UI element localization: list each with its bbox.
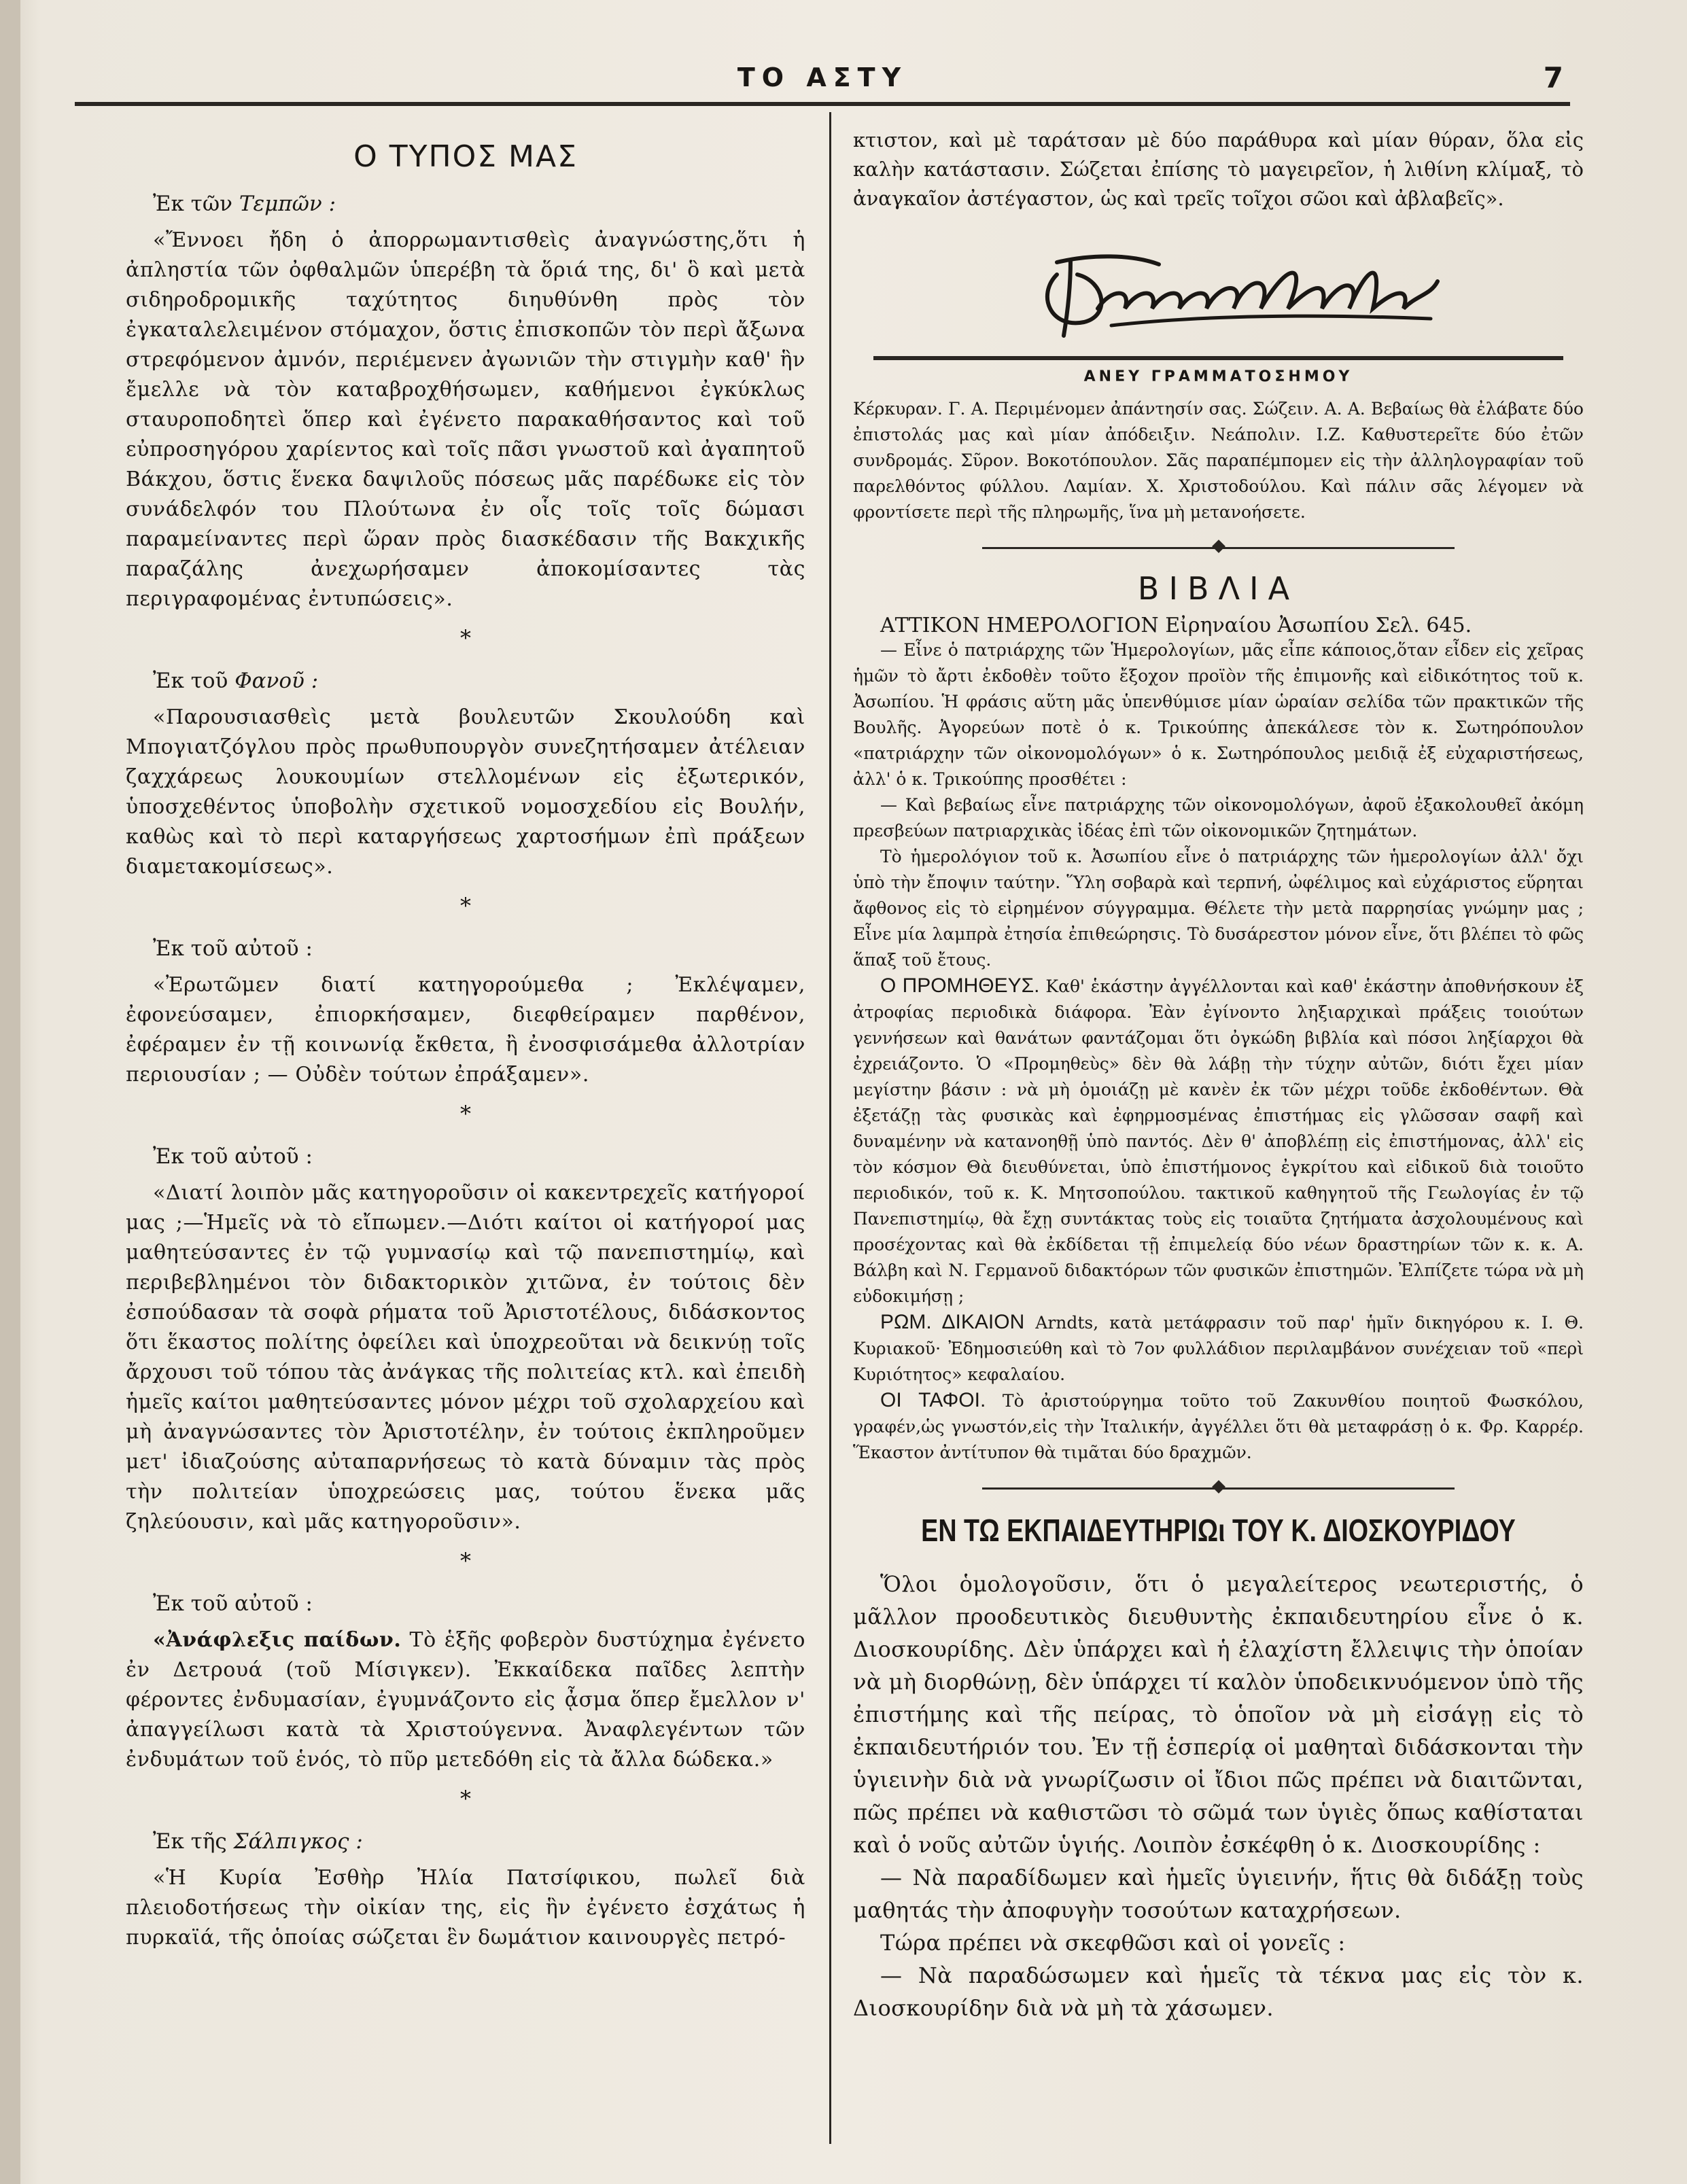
book-heading: ΑΤΤΙΚΟΝ ΗΜΕΡΟΛΟΓΙΟΝ Εἰρηναίου Ἀσωπίου Σελ. 645.	[880, 614, 1472, 637]
star-separator: *	[460, 1101, 471, 1127]
page-number: 7	[1543, 61, 1563, 94]
press-quote: «Ἀνάφλεξις παίδων. Τὸ ἑξῆς φοβερὸν δυστύχημα ἐγένετο ἐν Δετρουά (τοῦ Μίσιγκεν). Ἐκκαίδεκα παῖδες λεπτὴν φέροντες ἐνδυμασίαν, ἐγυμνάζοντο εἰς ᾆσμα ὅπερ ἔμελλον ν' ἀπαγγείλωσι κατὰ τὰ Χριστούγεννα. Ἀναφλεγέντων τῶν ἐνδυμάτων τοῦ ἑνός, τὸ πῦρ μετεδόθη εἰς τὰ ἄλλα δώδεκα.»	[126, 1628, 805, 1772]
book-review-paragraph: Τὸ ἡμερολόγιον τοῦ κ. Ἀσωπίου εἶνε ὁ πατριάρχης τῶν ἡμερολογίων ἀλλ' ὄχι ὑπὸ τὴν ἔποψιν ταύτην. Ὕλη σοβαρὰ καὶ τερπνή, ὠφέλιμος καὶ εὐχάριστος εὕρηται ἄφθονος εἰς τὸ εἰρημένον σύγγραμμα. Θέλετε τὴν μετὰ παρρησίας γνώμην μας ; Εἶνε μία λαμπρὰ ἐτησία ἐπιθεώρησις. Τὸ δυσάρεστον μόνον εἶνε, ὅτι βλέπει τὸ φῶς ἅπαξ τοῦ ἔτους.	[853, 847, 1584, 970]
book-review-paragraph: — Εἶνε ὁ πατριάρχης τῶν Ἡμερολογίων, μᾶς εἶπε κάποιος,ὅταν εἶδεν εἰς χεῖρας ἡμῶν τὸ ἄρτι ἐκδοθὲν τοῦτο ἔξοχον προϊὸν τῆς ἐπιμονῆς καὶ εἰδικότητος τοῦ κ. Ἀσωπίου. Ἡ φράσις αὕτη μᾶς ὑπενθύμισε μίαν ὡραίαν σελίδα τῶν πρακτικῶν τῆς Βουλῆς. Ἀγορεύων ποτὲ ὁ κ. Τρικούπης ἀπεκάλεσε τὸν κ. Σωτηρόπουλον «πατριάρχην τῶν οἰκονομολόγων» ὁ κ. Σωτηρόπουλος μειδιᾷ ἐξ εὐχαριστήσεως, ἀλλ' ὁ κ. Τρικούπης προσθέτει :	[853, 640, 1584, 789]
source-line: Ἐκ τοῦ αὐτοῦ :	[153, 1144, 313, 1169]
notices-heading: ΑΝΕΥ ΓΡΑΜΜΑΤΟΣΗΜΟΥ	[1083, 368, 1353, 385]
source-line: Ἐκ τοῦ Φανοῦ :	[153, 669, 319, 693]
press-quote: «Ἡ Κυρία Ἐσθὴρ Ἠλία Πατσίφικου, πωλεῖ διὰ πλειοδοτήσεως τὴν οἰκίαν της, εἰς ἣν ἐγένετο ἐσχάτως ἡ πυρκαϊά, τῆς ὁποίας σώζεται ἓν δωμάτιον καινουργὲς πετρό-	[126, 1866, 805, 1950]
continued-text: κτιστον, καὶ μὲ ταράτσαν μὲ δύο παράθυρα καὶ μίαν θύραν, ὅλα εἰς καλὴν κατάστασιν. Σώζεται ἐπίσης τὸ μαγειρεῖον, ἡ λιθίνη κλίμαξ, τὸ ἀναγκαῖον ἀστέγαστον, ὡς καὶ τρεῖς τοῖχοι σῶοι καὶ ἀβλαβεῖς».	[853, 128, 1584, 210]
press-quote: «Ἔννοει ἤδη ὁ ἀπορρωμαντισθεὶς ἀναγνώστης,ὅτι ἡ ἀπληστία τῶν ὀφθαλμῶν ὑπερέβη τὰ ὅριά της, δι' ὃ καὶ μετὰ σιδηροδρομικῆς ταχύτητος διηυθύνθη πρὸς τὸν ἐγκαταλελειμένον στόμαχον, ὅστις ἐπισκοπῶν τὸν περὶ ἄξωνα στρεφόμενον ἀμνόν, περιέμενεν ἀγωνιῶν τὴν στιγμὴν καθ' ἣν ἔμελλε νὰ τὸν καταβροχθήσωμεν, καθήμενοι ἐγκύκλως σταυροποδητεὶ ὅπερ καὶ ἐγένετο παρακαθήσαντος καὶ τοῦ εὐπροσηγόρου χαρίεντος καὶ τοῖς πᾶσι γνωστοῦ καὶ ἀγαπητοῦ Βάκχου, ὅστις ἕνεκα δαψιλοῦς πόσεως μᾶς παρέδωκε εἰς τὸν συνάδελφόν του Πλούτωνα ἐν οἷς τοῖς τοῖς δώμασι παραμείναντες περὶ ὥραν πρὸς διασκέδασιν τῆς Βακχικῆς παραζάλης ἀνεχωρήσαμεν ἀποκομίσαντες τὰς περιγραφομένας ἐντυπώσεις».	[126, 228, 805, 611]
column-divider	[829, 112, 831, 2144]
story-paragraph: — Νὰ παραδώσωμεν καὶ ἡμεῖς τὰ τέκνα μας εἰς τὸν κ. Διοσκουρίδην διὰ νὰ μὴ τὰ χάσωμεν.	[853, 1962, 1584, 2021]
source-line: Ἐκ τοῦ αὐτοῦ :	[153, 936, 313, 961]
press-quote: «Παρουσιασθεὶς μετὰ βουλευτῶν Σκουλούδη καὶ Μπογιατζόγλου πρὸς πρωθυπουργὸν συνεζητήσαμεν ἀτέλειαν ζαχχάρεως λουκουμίων στελλομένων εἰς ἐξωτερικόν, ὑποσχεθέντος ὑποβολὴν σχετικοῦ νομοσχεδίου εἰς Βουλήν, καθὼς καὶ τὸ περὶ καταργήσεως χαρτοσήμων ἐπὶ πράξεων διαμετακομίσεως».	[126, 705, 805, 879]
signature-block	[853, 227, 1584, 356]
page-header	[75, 54, 1570, 102]
ornament-separator	[853, 538, 1584, 558]
story-paragraph: Τώρα πρέπει νὰ σκεφθῶσι καὶ οἱ γονεῖς :	[880, 1930, 1346, 1956]
right-column	[853, 126, 1584, 2024]
header-rule	[75, 102, 1570, 106]
star-separator: *	[460, 1548, 471, 1574]
quote-lead: «Ἀνάφλεξις παίδων.	[153, 1628, 402, 1652]
star-separator: *	[460, 1786, 471, 1812]
story-paragraph: Ὅλοι ὁμολογοῦσιν, ὅτι ὁ μεγαλείτερος νεωτεριστής, ὁ μᾶλλον προοδευτικὸς διευθυντὴς ἐκπαιδευτηρίου εἶνε ὁ κ. Διοσκουρίδης. Δὲν ὑπάρχει καὶ ἡ ἐλαχίστη ἔλλειψις τὴν ὁποίαν νὰ μὴ διορθώνῃ, δὲν ὑπάρχει τί καλὸν ὑποδεικνυόμενον ὑπὸ τῆς ἐπιστήμης καὶ τῆς πείρας, τὸ ὁποῖον νὰ μὴ εἰσάγῃ εἰς τὸ ἐκπαιδευτήριόν του. Ἐν τῇ ἑσπερίᾳ οἱ μαθηταὶ διδάσκονται τὴν ὑγιεινὴν διὰ νὰ γνωρίζωσιν οἱ ἴδιοι πῶς πρέπει νὰ διαιτῶνται, πῶς πρέπει νὰ καθιστῶσι τὸ σῶμά των ὑγιὲς ὅπως καθίσταται καὶ ὁ νοῦς αὐτῶν ὑγιής. Λοιπὸν ἐσκέφθη ὁ κ. Διοσκουρίδης :	[853, 1571, 1584, 1858]
star-separator: *	[460, 893, 471, 919]
press-quote: «Διατί λοιπὸν μᾶς κατηγοροῦσιν οἱ κακεντρεχεῖς κατήγοροί μας ;—Ἡμεῖς νὰ τὸ εἴπωμεν.—Διότι καίτοι οἱ κατήγοροί μας μαθητεύσαντες ἐν τῷ γυμνασίῳ καὶ τῷ πανεπιστημίῳ, καὶ περιβεβλημένοι τὸν διδακτορικὸν χιτῶνα, ἐν τούτοις δὲν ἐσπούδασαν τὰ σοφὰ ρήματα τοῦ Ἀριστοτέλους, διδάσκοντος ὅτι ἕκαστος πολίτης ὀφείλει καὶ ὑποχρεοῦται νὰ δεικνύῃ τοῖς ἄρχουσι τοῦ τόπου τὰς ἀνάγκας τῆς πολιτείας κτλ. καὶ ἐπειδὴ ἡμεῖς καίτοι μαθητεύσαντες μόνον μέχρι τοῦ σχολαρχείου καὶ μὴ ἀναγνώσαντες τὸν Ἀριστοτέλην, ἐν τούτοις ἐκπληροῦμεν μετ' ἰδιαζούσης αὐταπαρνήσεως τὸ κατὰ δύναμιν τὰς πρὸς τὴν πολιτείαν ὑποχρεώσεις μας, τούτου ἕνεκα μᾶς ζηλεύουσιν, καὶ μᾶς κατηγοροῦσιν».	[126, 1181, 805, 1534]
source-line: Ἐκ τοῦ αὐτοῦ :	[153, 1591, 313, 1616]
star-separator: *	[460, 625, 471, 651]
ornament-separator	[853, 1478, 1584, 1498]
press-quote: «Ἐρωτῶμεν διατί κατηγορούμεθα ; Ἐκλέψαμεν, ἐφονεύσαμεν, ἐπιορκήσαμεν, διεφθείραμεν παρθένον, ἐφέραμεν ἐν τῇ κοινωνίᾳ ἔκθετα, ἢ ἐνοσφισάμεθα ἀλλοτρίαν περιουσίαν ; — Οὐδὲν τούτων ἐπράξαμεν».	[126, 973, 805, 1087]
binding-edge	[0, 0, 20, 2184]
signature-rule	[873, 356, 1563, 360]
section-title-press: Ο ΤΥΠΟΣ ΜΑΣ	[353, 139, 578, 174]
correspondence-notices: Κέρκυραν. Γ. Α. Περιμένομεν ἀπάντησίν σας. Σώζειν. Α. Α. Βεβαίως θὰ ἐλάβατε δύο ἐπιστολάς μας καὶ μίαν ἀπόδειξιν. Νεάπολιν. Ι.Ζ. Καθυστερεῖτε δύο ἐτῶν συνδρομάς. Σῦρον. Βοκοτόπουλον. Σᾶς παραπέμπομεν εἰς τὴν ἀλληλογραφίαν τοῦ παρελθόντος φύλλου. Λαμίαν. Χ. Χριστοδούλου. Καὶ πάλιν σᾶς λέγομεν νὰ φροντίσετε περὶ τῆς πληρωμῆς, ἵνα μὴ μετανοήσετε.	[853, 399, 1584, 522]
book-review-paragraph: ΟΙ ΤΑΦΟΙ. Τὸ ἀριστούργημα τοῦτο τοῦ Ζακυνθίου ποιητοῦ Φωσκόλου, γραφέν,ὡς γνωστόν,εἰς τὴν Ἰταλικήν, ἀγγέλλει ὅτι θὰ μεταφράσῃ ὁ κ. Φρ. Καρρέρ. Ἕκαστον ἀντίτυπον θὰ τιμᾶται δύο δραχμῶν.	[853, 1389, 1584, 1462]
source-line: Ἐκ τῆς Σάλπιγκος :	[153, 1829, 363, 1854]
story-title: ΕΝ ΤΩ ΕΚΠΑΙΔΕΥΤΗΡΙΩι ΤΟΥ Κ. ΔΙΟΣΚΟΥΡΙΔΟΥ	[921, 1513, 1516, 1548]
source-line: Ἐκ τῶν Τεμπῶν :	[153, 192, 336, 216]
story-paragraph: — Νὰ παραδίδωμεν καὶ ἡμεῖς ὑγιεινήν, ἥτις θὰ διδάξῃ τοὺς μαθητάς τὴν ἀποφυγὴν τοσούτων καταχρήσεων.	[853, 1865, 1584, 1923]
handwritten-signature	[1030, 234, 1451, 349]
book-review-paragraph: Ο ΠΡΟΜΗΘΕΥΣ. Καθ' ἑκάστην ἀγγέλλονται καὶ καθ' ἑκάστην ἀποθνήσκουν ἐξ ἀτροφίας περιοδικὰ διάφορα. Ἐὰν ἐγίνοντο ληξιαρχικαὶ πράξεις τοιούτων γεννήσεων καὶ θανάτων φαντάζομαι ὅτι ὀγκώδη βιβλία καὶ πόσοι ληξίαρχοι θὰ ἐχρειάζοντο. Ὁ «Προμηθεὺς» δὲν θὰ λάβῃ τὴν τύχην αὐτῶν, διότι ἔχει μίαν μεγίστην βάσιν : νὰ μὴ ὁμοιάζῃ μὲ κανὲν ἐκ τῶν μέχρι τοῦδε ἐκδοθέντων. Θὰ ἐξετάζῃ τὰς φυσικὰς καὶ ἐφηρμοσμένας ἐπιστήμας εἰς γλῶσσαν σαφῆ καὶ δυναμένην νὰ κατανοηθῇ ὑπὸ παντός. Δὲν θ' ἀποβλέπῃ εἰς ἐπιστήμονας, ἀλλ' εἰς τὸν κόσμον Θὰ διευθύνεται, ὑπὸ ἐπιστήμονος ἐγκρίτου καὶ εἰδικοῦ διὰ τοιοῦτο περιοδικόν, τοῦ κ. Κ. Μητσοπούλου. τακτικοῦ καθηγητοῦ τῆς Γεωλογίας ἐν τῷ Πανεπιστημίῳ, θὰ ἔχῃ συντάκτας τοὺς εἰς τοιαῦτα ζητήματα ἀσχολουμένους καὶ προσέχοντας καὶ θὰ ἐκδίδεται τῇ ἐπιμελείᾳ δύο νέων δραστηρίων τῶν κ. κ. Α. Βάλβη καὶ Ν. Γερμανοῦ διδακτόρων τῶν φυσικῶν ἐπιστημῶν. Ἐλπίζετε τώρα νὰ μὴ εὐδοκιμήσῃ ;	[853, 974, 1584, 1306]
newspaper-title: ΤΟ ΑΣΤΥ	[737, 63, 908, 92]
book-review-paragraph: — Καὶ βεβαίως εἶνε πατριάρχης τῶν οἰκονομολόγων, ἀφοῦ ἐξακολουθεῖ ἀκόμη πρεσβεύων πατριαρχικὰς ἰδέας ἐπὶ τῶν οἰκονομικῶν ζητημάτων.	[853, 795, 1584, 841]
book-review-paragraph: ΡΩΜ. ΔΙΚΑΙΟΝ Arndts, κατὰ μετάφρασιν τοῦ παρ' ἡμῖν δικηγόρου κ. Ι. Θ. Κυριακοῦ· Ἐδημοσιεύθη καὶ τὸ 7ον φυλλάδιον περιλαμβάνον συνέχειαν τοῦ «περὶ Κυριότητος» κεφαλαίου.	[853, 1311, 1584, 1384]
section-title-books: ΒΙΒΛΙΑ	[1137, 570, 1300, 607]
left-column	[126, 139, 805, 1953]
